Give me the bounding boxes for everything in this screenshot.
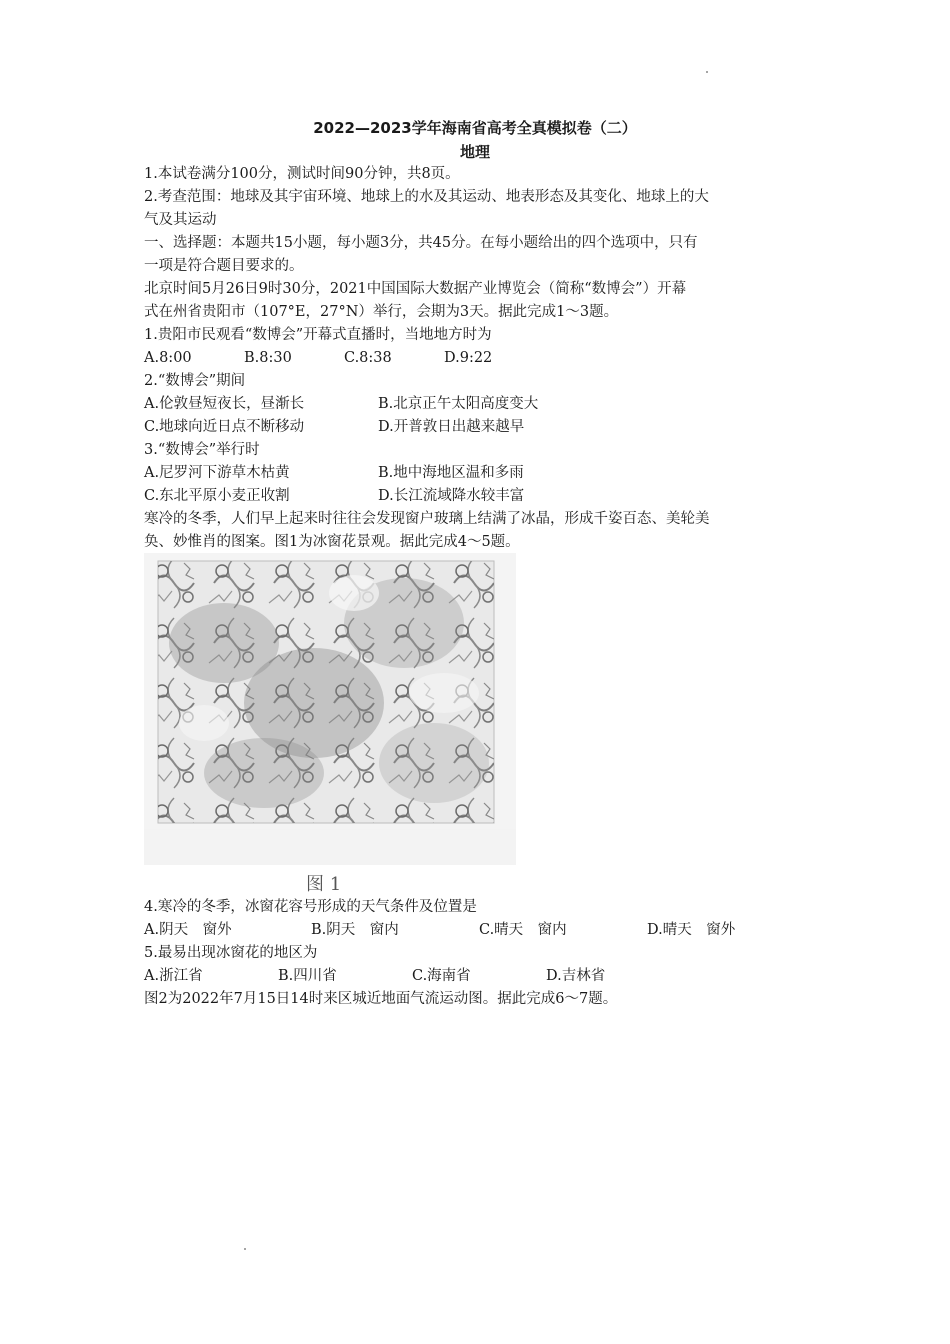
q4-option-d: D.晴天 窗外 xyxy=(647,922,736,938)
section-heading-cont: 一项是符合题目要求的。 xyxy=(144,258,304,274)
section-heading: 一、选择题：本题共15小题，每小题3分，共45分。在每小题给出的四个选项中，只有 xyxy=(144,235,698,251)
passage-1-cont: 式在州省贵阳市（107°E，27°N）举行，会期为3天。据此完成1～3题。 xyxy=(144,304,619,320)
question-3-stem: 3.“数博会”举行时 xyxy=(144,442,260,458)
q1-option-b: B.8:30 xyxy=(244,350,292,366)
passage-3: 图2为2022年7月15日14时来区城近地面气流运动图。据此完成6～7题。 xyxy=(144,991,618,1007)
passage-1: 北京时间5月26日9时30分，2021中国国际大数据产业博览会（简称“数博会”）开幕 xyxy=(144,281,687,297)
question-1-stem: 1.贵阳市民观看“数博会”开幕式直播时，当地地方时为 xyxy=(144,327,492,343)
passage-2: 寒冷的冬季，人们早上起来时往往会发现窗户玻璃上结满了冰晶，形成千姿百态、美轮美 xyxy=(144,511,710,527)
q2-option-d: D.开普敦日出越来越早 xyxy=(378,419,525,435)
subject-title: 地理 xyxy=(459,143,490,161)
q5-option-d: D.吉林省 xyxy=(546,968,606,984)
q3-option-d: D.长江流域降水较丰富 xyxy=(378,488,525,504)
q3-option-c: C.东北平原小麦正收割 xyxy=(144,488,290,504)
q4-option-b: B.阴天 窗内 xyxy=(311,922,399,938)
instruction-2: 2.考查范围：地球及其宇宙环境、地球上的水及其运动、地表形态及其变化、地球上的大 xyxy=(144,189,709,205)
q3-option-b: B.地中海地区温和多雨 xyxy=(378,465,524,481)
question-5-stem: 5.最易出现冰窗花的地区为 xyxy=(144,945,318,961)
question-2-stem: 2.“数博会”期间 xyxy=(144,373,246,389)
figure-1-caption: 图 1 xyxy=(306,874,342,895)
q3-option-a: A.尼罗河下游草木枯黄 xyxy=(144,465,290,481)
q1-option-d: D.9:22 xyxy=(444,350,493,366)
q5-option-b: B.四川省 xyxy=(278,968,337,984)
q2-option-c: C.地球向近日点不断移动 xyxy=(144,419,305,435)
exam-title: 2022—2023学年海南省高考全真模拟卷（二） xyxy=(313,119,637,137)
q2-option-a: A.伦敦昼短夜长，昼渐长 xyxy=(144,396,305,412)
q1-option-a: A.8:00 xyxy=(144,350,192,366)
q2-option-b: B.北京正午太阳高度变大 xyxy=(378,396,539,412)
question-4-stem: 4.寒冷的冬季，冰窗花容号形成的天气条件及位置是 xyxy=(144,899,477,915)
instruction-1: 1.本试卷满分100分，测试时间90分钟，共8页。 xyxy=(144,166,460,182)
q1-option-c: C.8:38 xyxy=(344,350,392,366)
q5-option-c: C.海南省 xyxy=(412,968,471,984)
q4-option-a: A.阴天 窗外 xyxy=(144,922,232,938)
scan-speck xyxy=(706,71,708,73)
ice-window-photo xyxy=(144,553,516,865)
q4-option-c: C.晴天 窗内 xyxy=(479,922,567,938)
q5-option-a: A.浙江省 xyxy=(144,968,203,984)
instruction-2-cont: 气及其运动 xyxy=(144,212,217,228)
scan-speck xyxy=(244,1248,246,1250)
passage-2-cont: 奂、妙惟肖的图案。图1为冰窗花景观。据此完成4～5题。 xyxy=(144,534,520,550)
